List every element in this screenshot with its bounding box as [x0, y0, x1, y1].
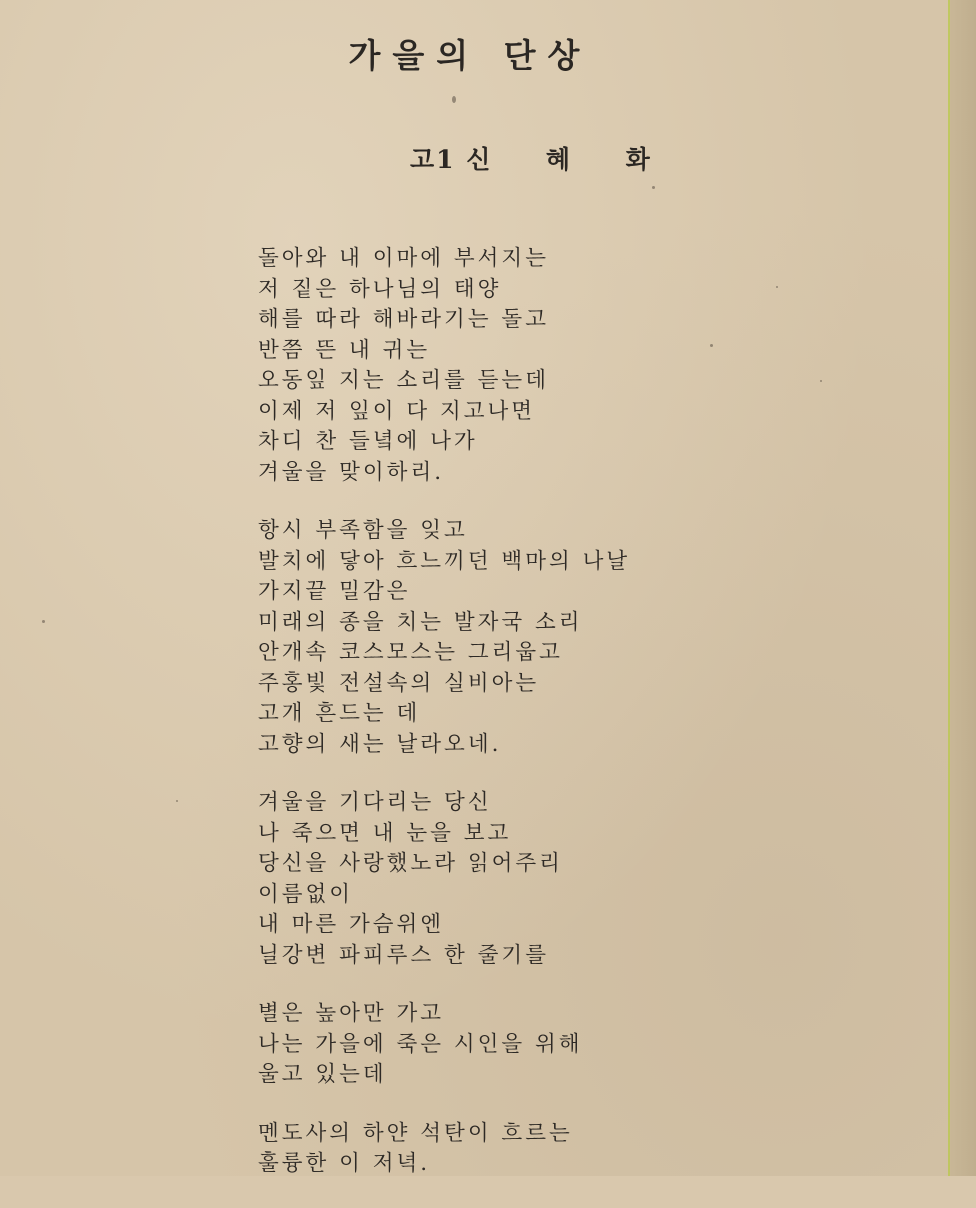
stanza-5 [258, 1119, 818, 1180]
poem-line: 고향의 새는 날라오네. [258, 731, 502, 757]
poem-line: 오동잎 지는 소리를 듣는데 [258, 368, 549, 393]
poem-line: 울고 있는데 [258, 1062, 387, 1087]
poem-line: 겨울을 맞이하리. [258, 459, 445, 485]
poem-line: 해를 따라 해바라기는 돌고 [258, 307, 549, 332]
poem-line: 저 짙은 하나님의 태양 [258, 276, 502, 302]
poem-line: 돌아와 내 이마에 부서지는 [258, 246, 549, 271]
poem-line: 당신을 사랑했노라 읽어주리 [258, 851, 563, 876]
poem-line: 내 마른 가슴위엔 [258, 912, 445, 937]
page-edge-shadow [950, 0, 976, 1176]
poem-line: 나는 가을에 죽은 시인을 위해 [258, 1031, 583, 1057]
poem-line: 고개 흔드는 데 [258, 701, 421, 726]
poem-line: 별은 높아만 가고 [258, 1001, 445, 1026]
poem-line: 항시 부족함을 잊고 [258, 518, 468, 543]
page-edge-line [948, 0, 950, 1176]
stanza-4 [258, 999, 818, 1091]
poem-line: 나 죽으면 내 눈을 보고 [258, 820, 512, 846]
poem-title: 가을의 단상 [348, 36, 592, 75]
poem-line: 훌륭한 이 저녁. [258, 1151, 431, 1176]
poem-line: 이름없이 [258, 881, 354, 907]
poem-line: 닐강변 파피루스 한 줄기를 [258, 942, 549, 968]
paper-speck [42, 620, 45, 623]
poem-line: 안개속 코스모스는 그리웁고 [258, 640, 563, 665]
poem-body [258, 244, 818, 1208]
paper-speck [652, 186, 655, 189]
stanza-1 [258, 244, 818, 488]
paper-speck [820, 380, 822, 382]
stanza-2 [258, 516, 818, 760]
paper-speck [452, 96, 456, 103]
poem-line: 주홍빛 전설속의 실비아는 [258, 670, 540, 696]
stanza-3 [258, 788, 818, 971]
poem-line: 발치에 닿아 흐느끼던 백마의 나날 [258, 548, 631, 574]
poem-line: 이제 저 잎이 다 지고나면 [258, 398, 536, 424]
poem-line: 가지끝 밀감은 [258, 579, 411, 604]
poem-line: 멘도사의 하얀 석탄이 흐르는 [258, 1120, 573, 1146]
paper-speck [176, 800, 178, 802]
poem-author: 고1 신 혜 화 [410, 145, 652, 174]
poem-line: 차디 찬 들녘에 나가 [258, 429, 478, 454]
poem-line: 겨울을 기다리는 당신 [258, 790, 492, 815]
poem-line: 미래의 종을 치는 발자국 소리 [258, 609, 583, 635]
poem-line: 반쯤 뜬 내 귀는 [258, 337, 431, 363]
